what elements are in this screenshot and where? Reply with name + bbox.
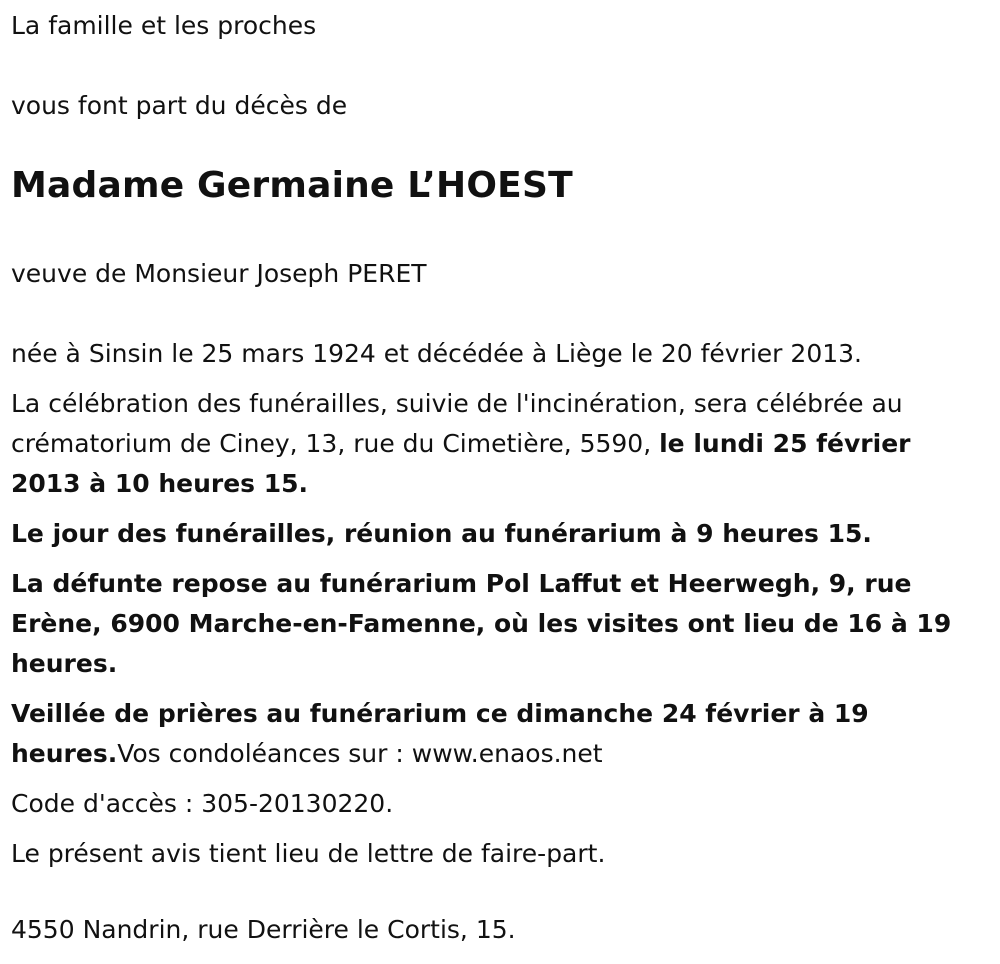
- deceased-name: Madame Germaine L’HOEST: [11, 165, 573, 206]
- meeting-line: Le jour des funérailles, réunion au funérarium à 9 heures 15.: [11, 519, 872, 548]
- ceremony-date: le lundi 25 février 2013 à 10 heures 15.: [11, 429, 911, 498]
- rest-place-paragraph: La défunte repose au funérarium Pol Laffut et Heerwegh, 9, rue Erène, 6900 Marche-en-Famenne, où les visites ont lieu de 16 à 19 heures.: [11, 569, 952, 678]
- notice-statement-line: Le présent avis tient lieu de lettre de faire-part.: [11, 839, 606, 868]
- family-address: 4550 Nandrin, rue Derrière le Cortis, 15.: [11, 915, 516, 944]
- vigil-text: Veillée de prières au funérarium ce dimanche 24 février à 19 heures.: [11, 699, 869, 768]
- vigil-paragraph: [11, 694, 961, 774]
- ceremony-paragraph: [11, 384, 961, 504]
- ceremony-text: La célébration des funérailles, suivie de l'incinération, sera célébrée au crématorium de Ciney, 13, rue du Cimetière, 5590,: [11, 389, 903, 458]
- intro-line-announcement: vous font part du décès de: [11, 91, 348, 120]
- intro-line-family: La famille et les proches: [11, 11, 317, 40]
- condolences-text: Vos condoléances sur : www.enaos.net: [117, 739, 603, 768]
- funeral-details: [11, 334, 961, 884]
- widow-of-line: veuve de Monsieur Joseph PERET: [11, 259, 427, 288]
- birth-death-line: née à Sinsin le 25 mars 1924 et décédée à Liège le 20 février 2013.: [11, 339, 862, 368]
- access-code-line: Code d'accès : 305-20130220.: [11, 789, 394, 818]
